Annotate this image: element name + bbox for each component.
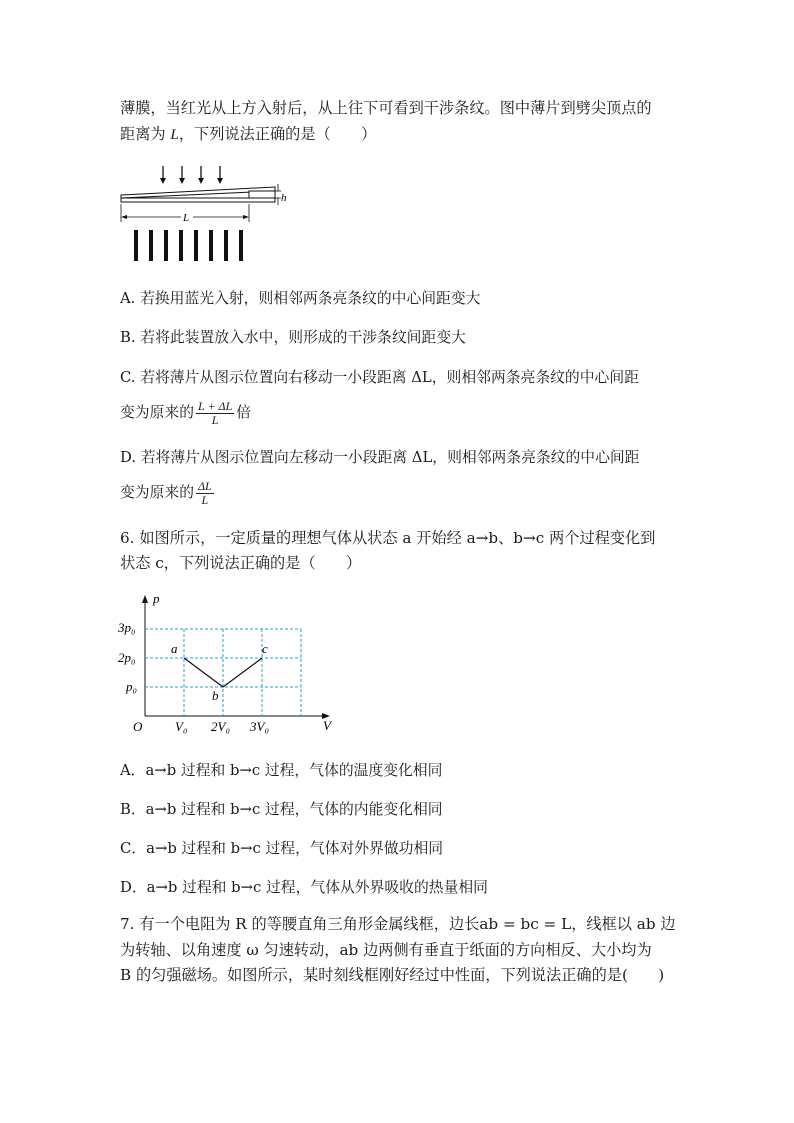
incident-arrows bbox=[160, 166, 223, 184]
q5-option-c-text: 变为原来的 bbox=[120, 404, 194, 421]
q5-option-d-line1: D. 若将薄片从图示位置向左移动一小段距离 ΔL，则相邻两条亮条纹的中心间距 bbox=[120, 449, 640, 466]
q5-option-c-line2 bbox=[120, 398, 251, 428]
x-axis-label: V bbox=[323, 718, 331, 733]
point-label-c: c bbox=[262, 641, 268, 656]
x-tick-3v0: 3V₀ bbox=[250, 719, 269, 734]
fraction-c bbox=[196, 400, 234, 427]
q5-option-c-line1: C. 若将薄片从图示位置向右移动一小段距离 ΔL，则相邻两条亮条纹的中心间距 bbox=[120, 369, 639, 386]
q5-option-c-text: 倍 bbox=[236, 404, 252, 421]
y-tick-3p0: 3p₀ bbox=[118, 620, 136, 635]
glass-plates bbox=[121, 187, 275, 202]
q6-text-line-1: 6. 如图所示，一定质量的理想气体从状态 a 开始经 a→b、b→c 两个过程变化到 bbox=[120, 529, 656, 547]
axes bbox=[142, 595, 330, 719]
fraction-d bbox=[196, 480, 214, 507]
process-a-b bbox=[184, 658, 223, 687]
y-axis-label: p bbox=[153, 591, 160, 606]
point-label-a: a bbox=[171, 641, 178, 656]
fraction-c-num: L + ΔL bbox=[198, 398, 233, 413]
process-lines bbox=[184, 658, 262, 687]
y-axis-arrow bbox=[142, 595, 148, 603]
pv-diagram bbox=[115, 590, 345, 740]
q5-option-d-text: 变为原来的 bbox=[120, 484, 194, 501]
q5-text-part: 距离为 bbox=[120, 125, 171, 143]
fraction-d-den: L bbox=[201, 492, 209, 507]
q6-option-a: A．a→b 过程和 b→c 过程，气体的温度变化相同 bbox=[120, 762, 443, 779]
point-label-b: b bbox=[212, 688, 219, 703]
process-b-c bbox=[223, 658, 262, 687]
y-tick-2p0: 2p₀ bbox=[118, 650, 136, 665]
q5-option-b: B. 若将此装置放入水中，则形成的干涉条纹间距变大 bbox=[120, 329, 466, 346]
q5-text-part: ，下列说法正确的是（ ） bbox=[178, 125, 377, 143]
q5-text-line-2 bbox=[120, 124, 376, 145]
wedge-figure bbox=[115, 162, 295, 267]
q5-option-d-line2 bbox=[120, 478, 216, 508]
q7-text-line-1: 7. 有一个电阻为 R 的等腰直角三角形金属线框，边长ab = bc = L，线框以 ab 边 bbox=[120, 915, 676, 933]
origin-label: O bbox=[133, 719, 143, 734]
q5-option-a: A. 若换用蓝光入射，则相邻两条亮条纹的中心间距变大 bbox=[120, 290, 481, 307]
q5-var-L: L bbox=[170, 126, 179, 143]
q6-option-d: D．a→b 过程和 b→c 过程，气体从外界吸收的热量相同 bbox=[120, 879, 488, 896]
fraction-c-den: L bbox=[211, 412, 219, 427]
label-L: L bbox=[183, 212, 190, 224]
interference-fringes bbox=[134, 230, 243, 261]
q7-text-line-3: B 的匀强磁场。如图所示，某时刻线框刚好经过中性面，下列说法正确的是( ) bbox=[120, 966, 665, 984]
q6-option-c: C．a→b 过程和 b→c 过程，气体对外界做功相同 bbox=[120, 840, 444, 857]
q6-option-b: B．a→b 过程和 b→c 过程，气体的内能变化相同 bbox=[120, 801, 443, 818]
x-tick-2v0: 2V₀ bbox=[211, 719, 230, 734]
label-h: h bbox=[281, 192, 287, 204]
q5-text-line-1: 薄膜，当红光从上方入射后，从上往下可看到干涉条纹。图中薄片到劈尖顶点的 bbox=[120, 99, 652, 117]
dashed-grid bbox=[145, 629, 301, 716]
y-tick-p0: p₀ bbox=[126, 679, 138, 694]
fraction-d-num: ΔL bbox=[198, 478, 212, 493]
q6-text-line-2: 状态 c，下列说法正确的是（ ） bbox=[120, 554, 362, 572]
q7-text-line-2: 为转轴、以角速度 ω 匀速转动，ab 边两侧有垂直于纸面的方向相反、大小均为 bbox=[120, 941, 652, 959]
x-tick-v0: V₀ bbox=[175, 719, 188, 734]
